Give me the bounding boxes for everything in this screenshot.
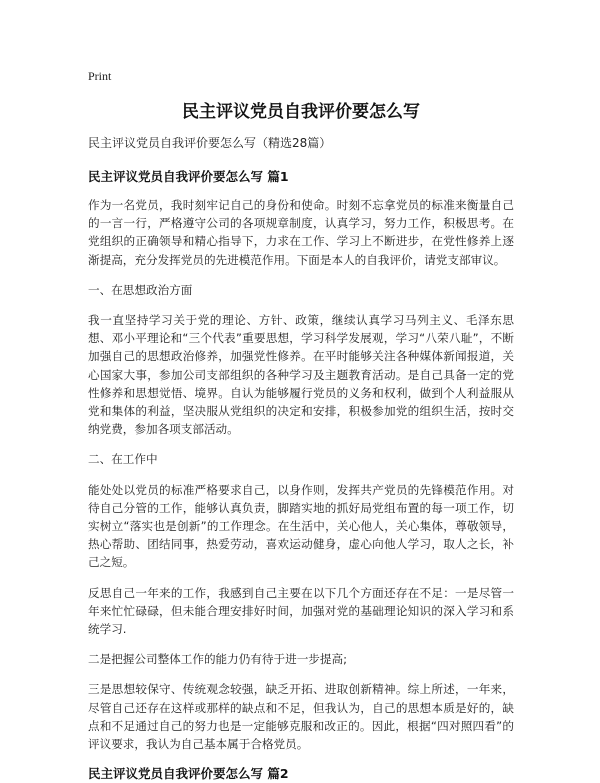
page-title: 民主评议党员自我评价要怎么写 [182,102,420,122]
section-heading-1: 民主评议党员自我评价要怎么写 篇1 [88,169,289,184]
paragraph-political: 我一直坚持学习关于党的理论、方针、政策，继续认真学习马列主义、毛泽东思想、邓小平理论和“三个代表”重要思想，学习科学发展观，学习“八荣八耻”，不断加强自己的思想政治修养，加强党性修养。在平时能够关注各种媒体新闻报道，关心国家大事，参加公司支部组织的各种学习及主题教育活动。是自己具备一定的党性修养和思想觉悟、境界。自认为能够履行党员的义务和权利，做到个人利益服从党和集体的利益，坚决服从党组织的决定和安排，积极参加党的组织生活，按时交纳党费，参加各项支部活动。 [88,313,514,437]
paragraph-work: 能处处以党员的标准严格要求自己，以身作则，发挥共产党员的先锋模范作用。对待自己分管的工作，能够认真负责，脚踏实地的抓好局党组布置的每一项工作，切实树立“落实也是创新”的工作理念。在生活中，关心他人，关心集体，尊敬领导，热心帮助、团结同事，热爱劳动，喜欢运动健身，虚心向他人学习，取人之长，补己之短。 [88,482,514,570]
paragraph-point-two: 二是把握公司整体工作的能力仍有待于进一步提高; [88,652,347,667]
paragraph-intro: 作为一名党员，我时刻牢记自己的身份和使命。时刻不忘拿党员的标准来衡量自己的一言一行，严格遵守公司的各项规章制度，认真学习，努力工作，积极思考。在党组织的正确领导和精心指导下，力求在工作、学习上不断进步，在党性修养上逐渐提高，充分发挥党员的先进模范作用。下面是本人的自我评价，请党支部审议。 [88,198,514,267]
paragraph-point-three: 三是思想较保守、传统观念较强，缺乏开拓、进取创新精神。综上所述，一年来，尽管自己还存在这样或那样的缺点和不足，但我认为，自己的思想本质是好的，缺点和不足通过自己的努力也是一定能够克服和改正的。因此，根据“四对照四看”的评议要求，我认为自己基本属于合格党员。 [88,682,514,752]
paragraph-heading-political: 一、在思想政治方面 [88,282,193,297]
paragraph-heading-work: 二、在工作中 [88,452,158,467]
document-subtitle: 民主评议党员自我评价要怎么写（精选28篇） [88,136,332,150]
paragraph-reflection: 反思自己一年来的工作，我感到自己主要在以下几个方面还存在不足：一是尽管一年来忙忙碌碌，但未能合理安排好时间，加强对党的基础理论知识的深入学习和系统学习. [88,585,514,637]
print-link[interactable]: Print [88,69,112,83]
section-heading-2: 民主评议党员自我评价要怎么写 篇2 [88,766,289,782]
